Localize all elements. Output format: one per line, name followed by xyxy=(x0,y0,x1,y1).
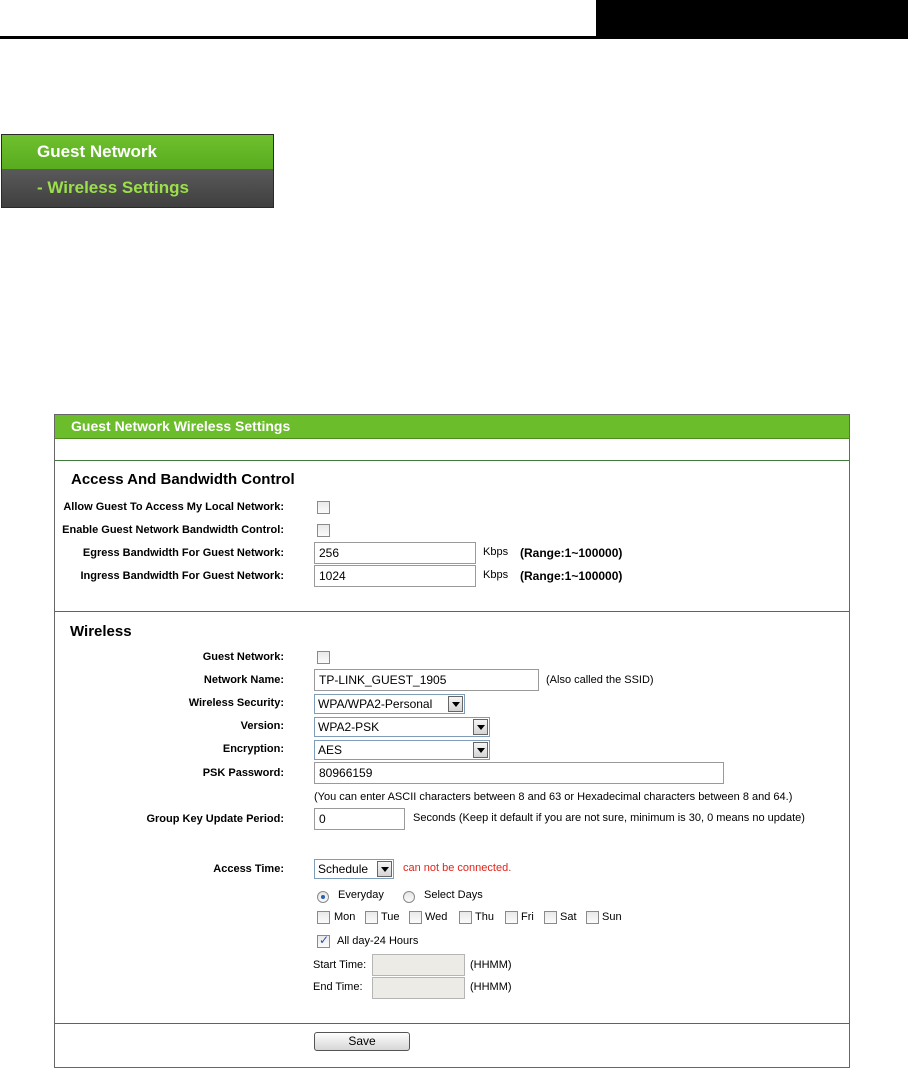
day-label: Wed xyxy=(425,911,448,923)
ssid-hint: (Also called the SSID) xyxy=(546,674,654,686)
access-time-value: Schedule xyxy=(318,862,369,876)
chevron-down-icon xyxy=(473,742,488,758)
section-divider xyxy=(55,460,849,461)
network-name-input[interactable]: TP-LINK_GUEST_1905 xyxy=(314,669,539,691)
bw-control-checkbox[interactable] xyxy=(317,524,330,537)
ingress-unit: Kbps xyxy=(483,569,509,581)
wireless-security-select[interactable] xyxy=(314,694,465,714)
access-time-select[interactable] xyxy=(314,859,394,879)
settings-panel xyxy=(54,414,850,1068)
egress-unit: Kbps xyxy=(483,546,509,558)
version-select[interactable] xyxy=(314,717,490,737)
everyday-radio[interactable] xyxy=(317,891,329,903)
allday-label: All day-24 Hours xyxy=(337,935,419,947)
day-label: Sun xyxy=(602,911,622,923)
version-label: Version: xyxy=(240,720,284,732)
day-label: Mon xyxy=(334,911,356,923)
psk-password-input[interactable]: 80966159 xyxy=(314,762,724,784)
encryption-label: Encryption: xyxy=(222,743,284,755)
header-rule xyxy=(0,36,908,39)
wireless-security-value: WPA/WPA2-Personal xyxy=(318,697,433,711)
chevron-down-icon xyxy=(448,696,463,712)
menu-item-guest-network[interactable]: Guest Network xyxy=(2,135,273,169)
psk-hint: (You can enter ASCII characters between 8 and 63 or Hexadecimal characters between 8 and 64.) xyxy=(314,791,793,803)
day-label: Sat xyxy=(560,911,577,923)
access-time-label: Access Time: xyxy=(213,863,284,875)
access-section-heading: Access And Bandwidth Control xyxy=(71,471,295,488)
ingress-input[interactable]: 1024 xyxy=(314,565,476,587)
allow-local-checkbox[interactable] xyxy=(317,501,330,514)
ingress-range: (Range:1~100000) xyxy=(520,569,623,583)
header-black-tab xyxy=(596,0,908,37)
group-key-label: Group Key Update Period: xyxy=(146,813,284,825)
day-thu-checkbox[interactable] xyxy=(459,911,472,924)
version-value: WPA2-PSK xyxy=(318,720,380,734)
side-menu xyxy=(1,134,274,208)
section-divider xyxy=(55,611,849,612)
day-tue-checkbox[interactable] xyxy=(365,911,378,924)
wireless-section-heading: Wireless xyxy=(70,623,132,640)
group-key-hint: Seconds (Keep it default if you are not sure, minimum is 30, 0 means no update) xyxy=(413,812,805,824)
egress-input[interactable]: 256 xyxy=(314,542,476,564)
network-name-label: Network Name: xyxy=(203,674,284,686)
save-button[interactable]: Save xyxy=(314,1032,410,1051)
psk-password-label: PSK Password: xyxy=(202,767,284,779)
encryption-select[interactable] xyxy=(314,740,490,760)
access-time-warning: can not be connected. xyxy=(403,862,512,874)
allday-checkbox[interactable] xyxy=(317,935,330,948)
everyday-label: Everyday xyxy=(338,889,384,901)
end-time-label: End Time: xyxy=(313,981,363,993)
select-days-radio[interactable] xyxy=(403,891,415,903)
day-label: Thu xyxy=(475,911,494,923)
ingress-label: Ingress Bandwidth For Guest Network: xyxy=(80,570,284,582)
day-sat-checkbox[interactable] xyxy=(544,911,557,924)
select-days-label: Select Days xyxy=(424,889,483,901)
menu-item-wireless-settings[interactable]: - Wireless Settings xyxy=(2,169,273,207)
guest-network-checkbox[interactable] xyxy=(317,651,330,664)
day-wed-checkbox[interactable] xyxy=(409,911,422,924)
bw-control-label: Enable Guest Network Bandwidth Control: xyxy=(62,524,284,536)
group-key-input[interactable]: 0 xyxy=(314,808,405,830)
egress-label: Egress Bandwidth For Guest Network: xyxy=(82,547,284,559)
allow-local-label: Allow Guest To Access My Local Network: xyxy=(63,501,284,513)
guest-network-label: Guest Network: xyxy=(202,651,284,663)
end-time-format: (HHMM) xyxy=(470,981,512,993)
start-time-input xyxy=(372,954,465,976)
day-sun-checkbox[interactable] xyxy=(586,911,599,924)
day-label: Tue xyxy=(381,911,400,923)
encryption-value: AES xyxy=(318,743,343,757)
start-time-format: (HHMM) xyxy=(470,959,512,971)
day-fri-checkbox[interactable] xyxy=(505,911,518,924)
section-divider xyxy=(55,1023,849,1024)
panel-title: Guest Network Wireless Settings xyxy=(55,415,849,439)
chevron-down-icon xyxy=(473,719,488,735)
end-time-input xyxy=(372,977,465,999)
chevron-down-icon xyxy=(377,861,392,877)
day-label: Fri xyxy=(521,911,534,923)
day-mon-checkbox[interactable] xyxy=(317,911,330,924)
start-time-label: Start Time: xyxy=(313,959,367,971)
egress-range: (Range:1~100000) xyxy=(520,546,623,560)
wireless-security-label: Wireless Security: xyxy=(188,697,284,709)
